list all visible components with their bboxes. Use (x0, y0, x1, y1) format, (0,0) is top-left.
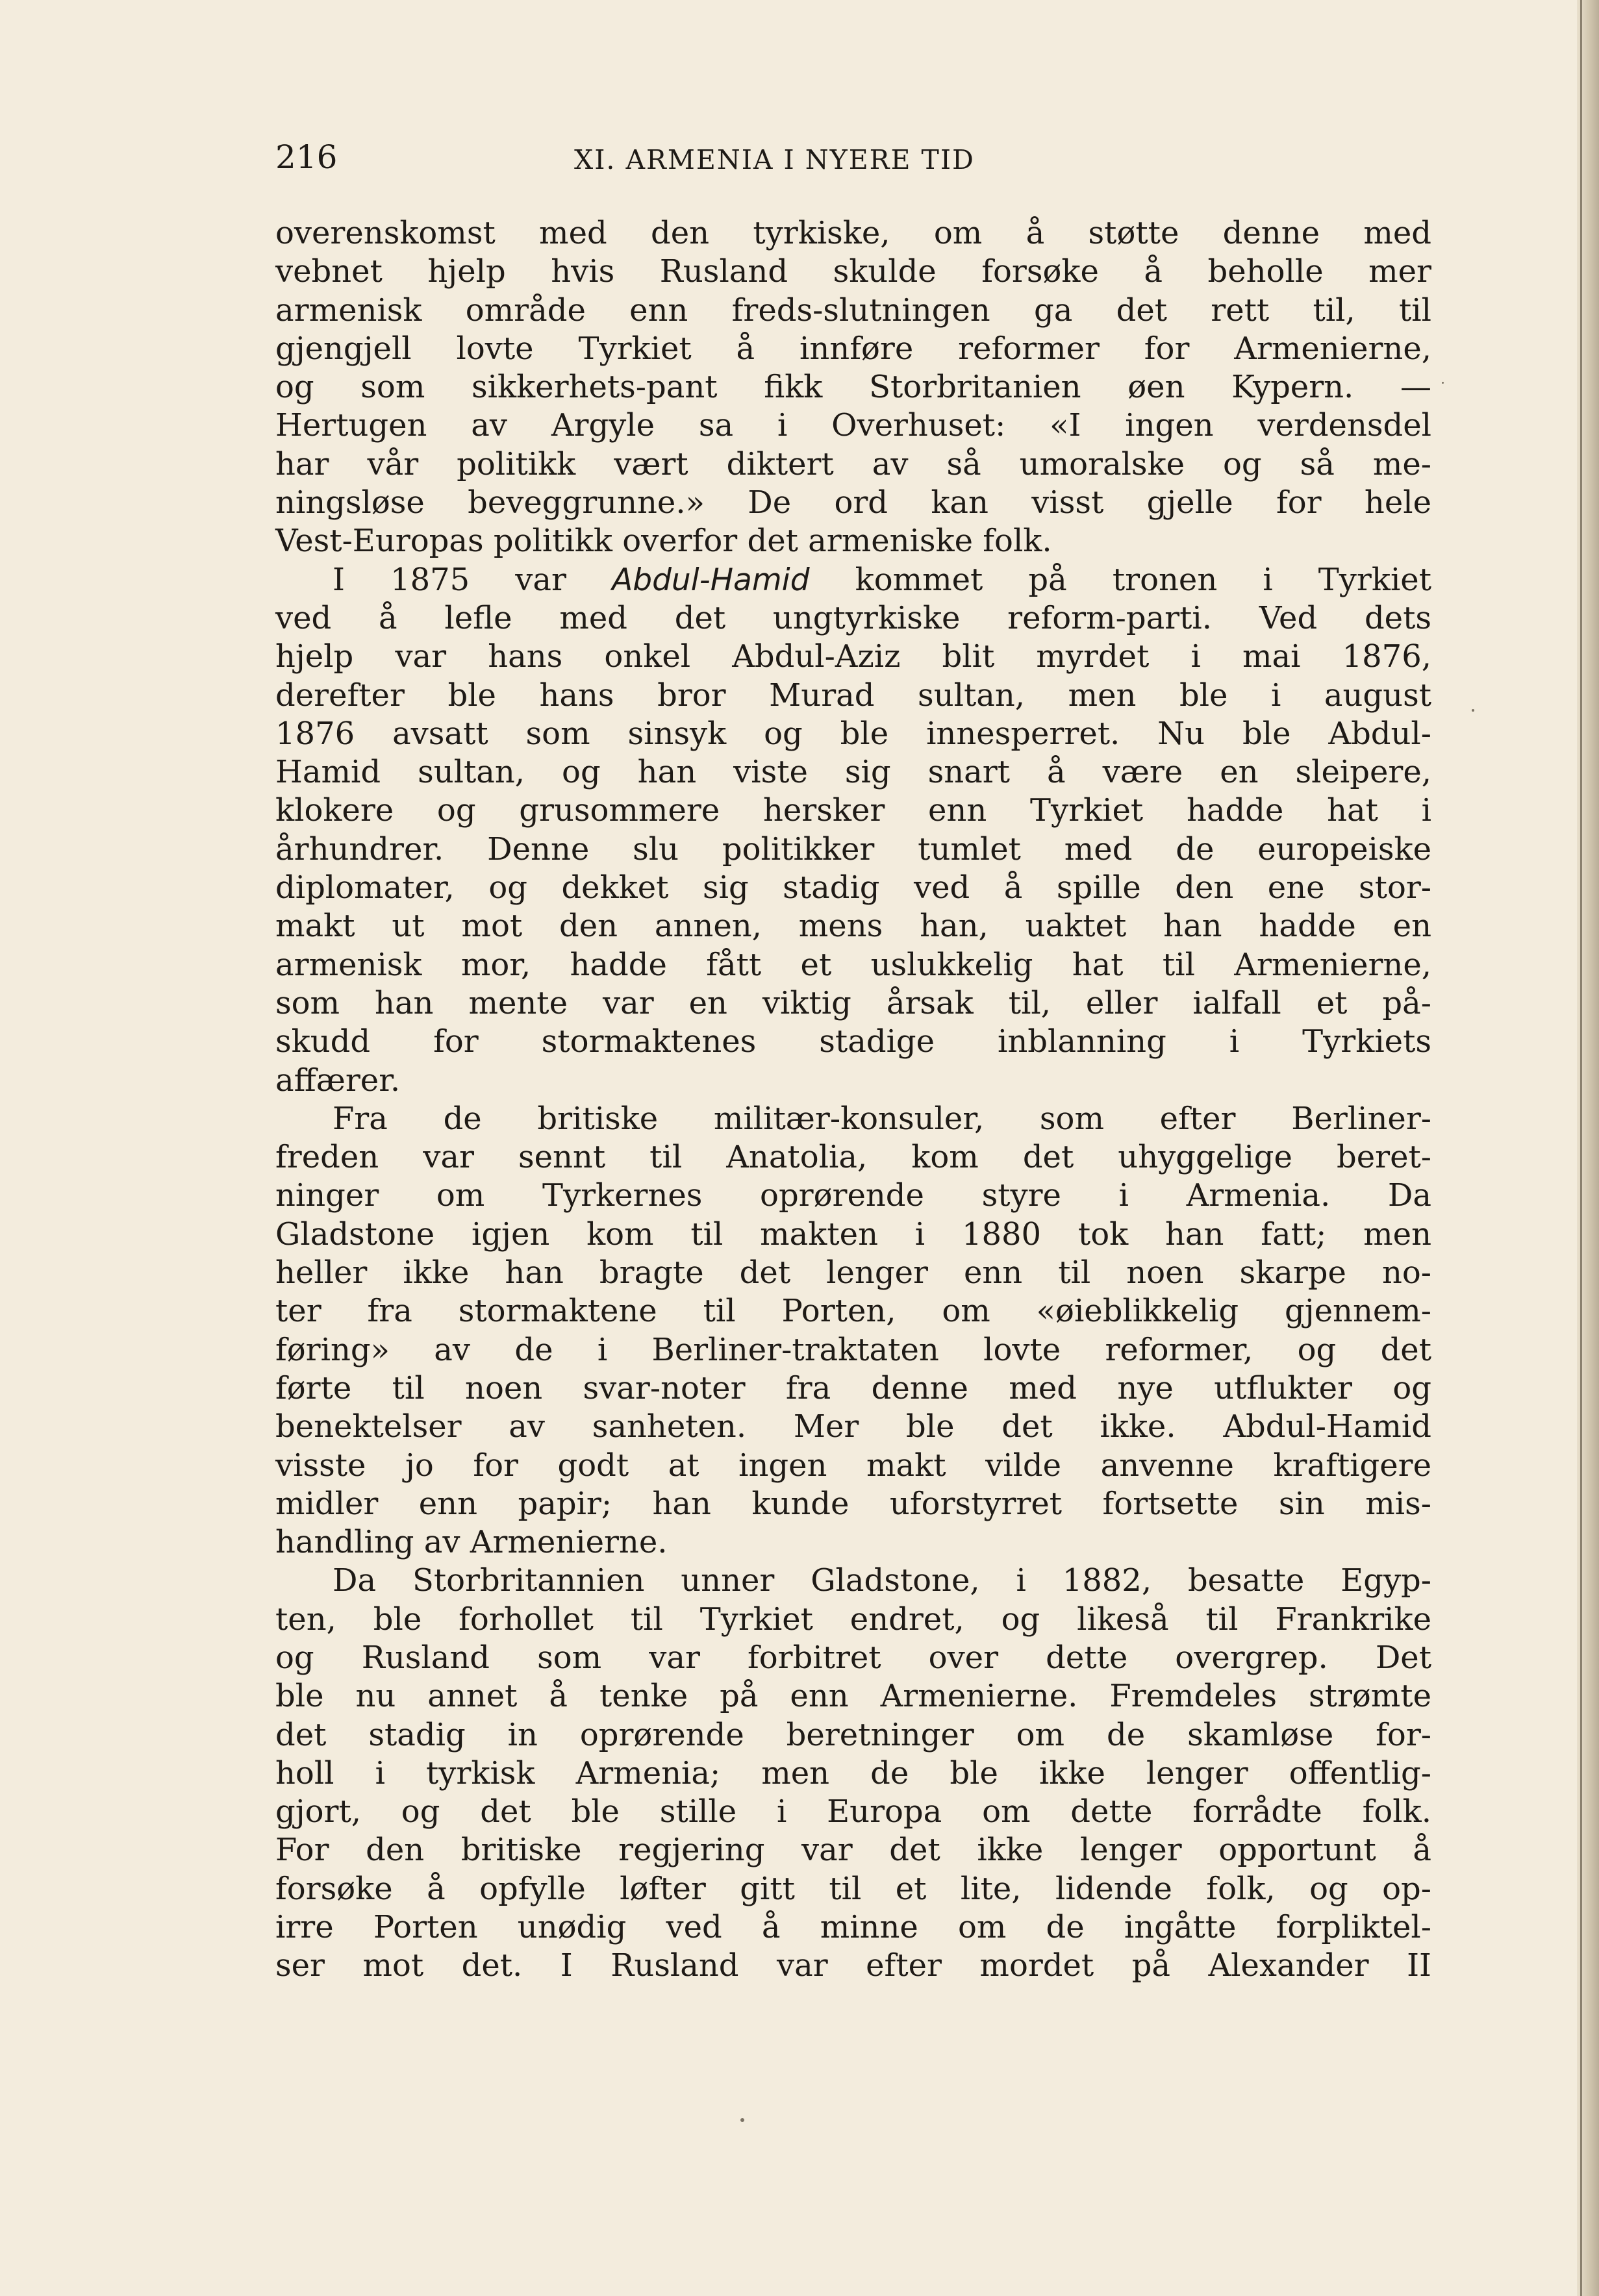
text-segment: makt ut mot den annen, mens han, uaktet han hadde en (275, 908, 1431, 945)
page-number: 216 (275, 138, 338, 176)
text-segment: affærer. (275, 1062, 401, 1099)
text-line (275, 753, 1431, 792)
text-segment: heller ikke han bragte det lenger enn til noen skarpe no- (275, 1254, 1431, 1292)
text-line (275, 484, 1431, 522)
text-segment: og Rusland som var forbitret over dette overgrep. Det (275, 1639, 1431, 1676)
text-line (275, 561, 1431, 599)
text-segment: handling av Armenierne. (275, 1524, 668, 1561)
text-segment: visste jo for godt at ingen makt vilde anvenne kraftigere (275, 1447, 1431, 1484)
paper-speck (1442, 382, 1444, 384)
text-line (275, 830, 1431, 869)
text-segment: armenisk mor, hadde fått et uslukkelig hat til Armenierne, (275, 946, 1431, 983)
text-line (275, 1947, 1431, 1985)
text-segment: For den britiske regjering var det ikke lenger opportunt å (275, 1832, 1431, 1869)
paper-speck (1472, 709, 1474, 712)
text-segment: Vest-Europas politikk overfor det armeniske folk. (275, 523, 1052, 560)
text-line (275, 946, 1431, 984)
text-line (275, 445, 1431, 484)
text-segment: Da Storbritannien unner Gladstone, i 1882, besatte Egyp- (333, 1562, 1431, 1599)
text-line (275, 1870, 1431, 1908)
chapter-title: XI. ARMENIA I NYERE TID (574, 144, 975, 175)
text-segment: ningsløse beveggrunne.» De ord kan visst gjelle for hele (275, 484, 1431, 521)
text-line (275, 1292, 1431, 1330)
text-segment: ved å lefle med det ungtyrkiske reform-parti. Ved dets (275, 599, 1431, 636)
text-segment: føring» av de i Berliner-traktaten lovte reformer, og det (275, 1331, 1431, 1368)
text-line (275, 1216, 1431, 1254)
text-segment: som han mente var en viktig årsak til, eller ialfall et på- (275, 984, 1431, 1021)
text-line (275, 1716, 1431, 1754)
text-segment: klokere og grusommere hersker enn Tyrkiet hadde hat i (275, 792, 1431, 829)
body-text (275, 214, 1431, 1986)
text-segment: derefter ble hans bror Murad sultan, men ble i august (275, 677, 1431, 714)
text-line (275, 1062, 1431, 1100)
text-segment: ter fra stormaktene til Porten, om «øieblikkelig gjennem- (275, 1293, 1431, 1330)
text-line (275, 599, 1431, 638)
text-segment: Hertugen av Argyle sa i Overhuset: «I ingen verdensdel (275, 407, 1431, 444)
text-line (275, 1369, 1431, 1408)
text-line (275, 1331, 1431, 1369)
text-segment: forsøke å opfylle løfter gitt til et lite, lidende folk, og op- (275, 1870, 1431, 1907)
text-segment: århundrer. Denne slu politikker tumlet med de europeiske (275, 830, 1431, 867)
text-segment: diplomater, og dekket sig stadig ved å spille den ene stor- (275, 869, 1431, 906)
text-line (275, 253, 1431, 291)
text-line (275, 1562, 1431, 1600)
text-segment: gjort, og det ble stille i Europa om dette forrådte folk. (275, 1793, 1431, 1830)
text-segment: benektelser av sanheten. Mer ble det ikke. Abdul-Hamid (275, 1408, 1431, 1445)
text-segment: skudd for stormaktenes stadige inblanning i Tyrkiets (275, 1023, 1431, 1060)
text-segment: ser mot det. I Rusland var efter mordet på Alexander II (275, 1947, 1431, 1984)
text-line (275, 1831, 1431, 1869)
text-segment: irre Porten unødig ved å minne om de ingåtte forpliktel- (275, 1909, 1431, 1946)
text-line (275, 1138, 1431, 1177)
text-segment: hjelp var hans onkel Abdul-Aziz blit myrdet i mai 1876, (275, 638, 1431, 675)
text-segment: Fra de britiske militær-konsuler, som efter Berliner- (333, 1100, 1431, 1137)
text-line (275, 1793, 1431, 1831)
text-line (275, 330, 1431, 368)
text-line (275, 1754, 1431, 1793)
text-line (275, 677, 1431, 715)
text-segment: midler enn papir; han kunde uforstyrret fortsette sin mis- (275, 1485, 1431, 1522)
text-line (275, 1639, 1431, 1677)
text-segment: Hamid sultan, og han viste sig snart å være en sleipere, (275, 754, 1431, 791)
text-segment: det stadig in oprørende beretninger om de skamløse for- (275, 1716, 1431, 1753)
italic-name: Abdul-Hamid (612, 562, 810, 598)
text-segment: ten, ble forhollet til Tyrkiet endret, og likeså til Frankrike (275, 1601, 1431, 1638)
text-line (275, 1523, 1431, 1562)
text-segment: kommet på tronen i Tyrkiet (809, 561, 1431, 598)
text-line (275, 1177, 1431, 1215)
text-line (275, 1408, 1431, 1446)
text-line (275, 1677, 1431, 1716)
text-segment: 1876 avsatt som sinsyk og ble innesperret. Nu ble Abdul- (275, 715, 1431, 752)
text-line (275, 214, 1431, 253)
page-edge-line (1580, 0, 1582, 2296)
text-line (275, 522, 1431, 560)
text-line (275, 1023, 1431, 1061)
text-line (275, 869, 1431, 907)
paper-speck (740, 2118, 744, 2122)
text-line (275, 292, 1431, 330)
running-head (275, 138, 1431, 177)
text-line (275, 984, 1431, 1023)
text-line (275, 715, 1431, 753)
text-segment: har vår politikk vært diktert av så umoralske og så me- (275, 445, 1431, 482)
text-line (275, 1601, 1431, 1639)
text-line (275, 406, 1431, 445)
text-segment: holl i tyrkisk Armenia; men de ble ikke lenger offentlig- (275, 1754, 1431, 1791)
text-line (275, 792, 1431, 830)
text-segment: ninger om Tyrkernes oprørende styre i Armenia. Da (275, 1177, 1431, 1214)
text-segment: ble nu annet å tenke på enn Armenierne. Fremdeles strømte (275, 1678, 1431, 1715)
text-segment: armenisk område enn freds-slutningen ga det rett til, til (275, 292, 1431, 329)
text-segment: vebnet hjelp hvis Rusland skulde forsøke å beholle mer (275, 253, 1431, 290)
text-line (275, 1447, 1431, 1485)
text-line (275, 1485, 1431, 1523)
text-segment: gjengjell lovte Tyrkiet å innføre reformer for Armenierne, (275, 330, 1431, 367)
text-segment: Gladstone igjen kom til makten i 1880 tok han fatt; men (275, 1216, 1431, 1253)
text-line (275, 368, 1431, 406)
text-line (275, 1100, 1431, 1138)
text-line (275, 638, 1431, 676)
text-segment: freden var sennt til Anatolia, kom det uhyggelige beret- (275, 1139, 1431, 1176)
text-segment: førte til noen svar-noter fra denne med nye utflukter og (275, 1369, 1431, 1406)
text-segment: I 1875 var (333, 561, 612, 598)
text-line (275, 1908, 1431, 1947)
text-line (275, 907, 1431, 945)
text-segment: og som sikkerhets-pant fikk Storbritanien øen Kypern. — (275, 369, 1431, 406)
text-line (275, 1254, 1431, 1292)
text-segment: overenskomst med den tyrkiske, om å støtte denne med (275, 215, 1431, 251)
